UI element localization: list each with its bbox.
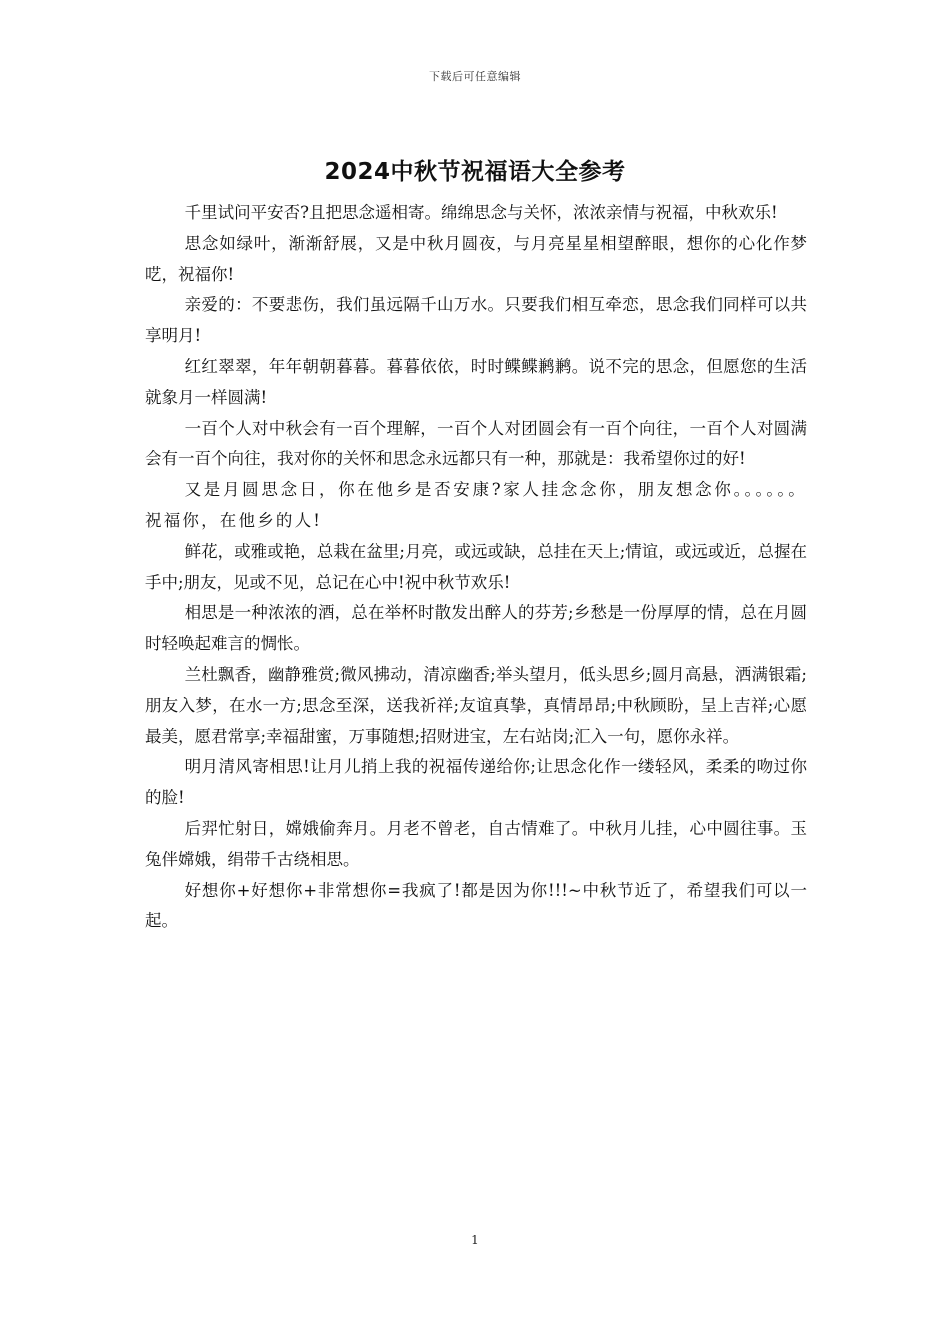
document-body (145, 198, 807, 937)
paragraph-8: 相思是一种浓浓的酒，总在举杯时散发出醉人的芬芳;乡愁是一份厚厚的情，总在月圆时轻唤起难言的惆怅。 (145, 603, 807, 654)
document-title: 2024中秋节祝福语大全参考 (324, 159, 626, 185)
paragraph-6: 又是月圆思念日，你在他乡是否安康?家人挂念念你，朋友想念你。。。。。。祝福你，在他乡的人! (145, 480, 807, 530)
paragraph-4: 红红翠翠，年年朝朝暮暮。暮暮依依，时时鲽鲽鹣鹣。说不完的思念，但愿您的生活就象月一样圆满! (145, 356, 807, 407)
paragraph-2: 思念如绿叶，渐渐舒展，又是中秋月圆夜，与月亮星星相望醉眼，想你的心化作梦呓，祝福你! (145, 233, 807, 284)
paragraph-10: 明月清风寄相思!让月儿捎上我的祝福传递给你;让思念化作一缕轻风，柔柔的吻过你的脸! (145, 757, 807, 808)
paragraph-12: 好想你+好想你+非常想你=我疯了!都是因为你!!!~中秋节近了，希望我们可以一起。 (145, 880, 807, 931)
paragraph-5: 一百个人对中秋会有一百个理解，一百个人对团圆会有一百个向往，一百个人对圆满会有一百个向往，我对你的关怀和思念永远都只有一种，那就是：我希望你过的好! (145, 418, 807, 469)
paragraph-1: 千里试问平安否?且把思念遥相寄。绵绵思念与关怀，浓浓亲情与祝福，中秋欢乐! (184, 203, 778, 222)
header-note: 下载后可任意编辑 (429, 70, 521, 83)
paragraph-3: 亲爱的：不要悲伤，我们虽远隔千山万水。只要我们相互牵恋，思念我们同样可以共享明月! (145, 295, 807, 346)
paragraph-11: 后羿忙射日，嫦娥偷奔月。月老不曾老，自古情难了。中秋月儿挂，心中圆往事。玉兔伴嫦娥，绢带千古绕相思。 (145, 818, 807, 869)
paragraph-9: 兰杜飘香，幽静雅赏;微风拂动，清凉幽香;举头望月，低头思乡;圆月高悬，洒满银霜;朋友入梦，在水一方;思念至深，送我祈祥;友谊真挚，真情昂昂;中秋顾盼，呈上吉祥;心愿最美，愿君常享;幸福甜蜜，万事随想;招财进宝，左右站岗;汇入一句，愿你永祥。 (145, 664, 807, 746)
page-number: 1 (471, 1233, 479, 1247)
paragraph-7: 鲜花，或雅或艳，总栽在盆里;月亮，或远或缺，总挂在天上;情谊，或远或近，总握在手中;朋友，见或不见，总记在心中!祝中秋节欢乐! (145, 541, 807, 592)
